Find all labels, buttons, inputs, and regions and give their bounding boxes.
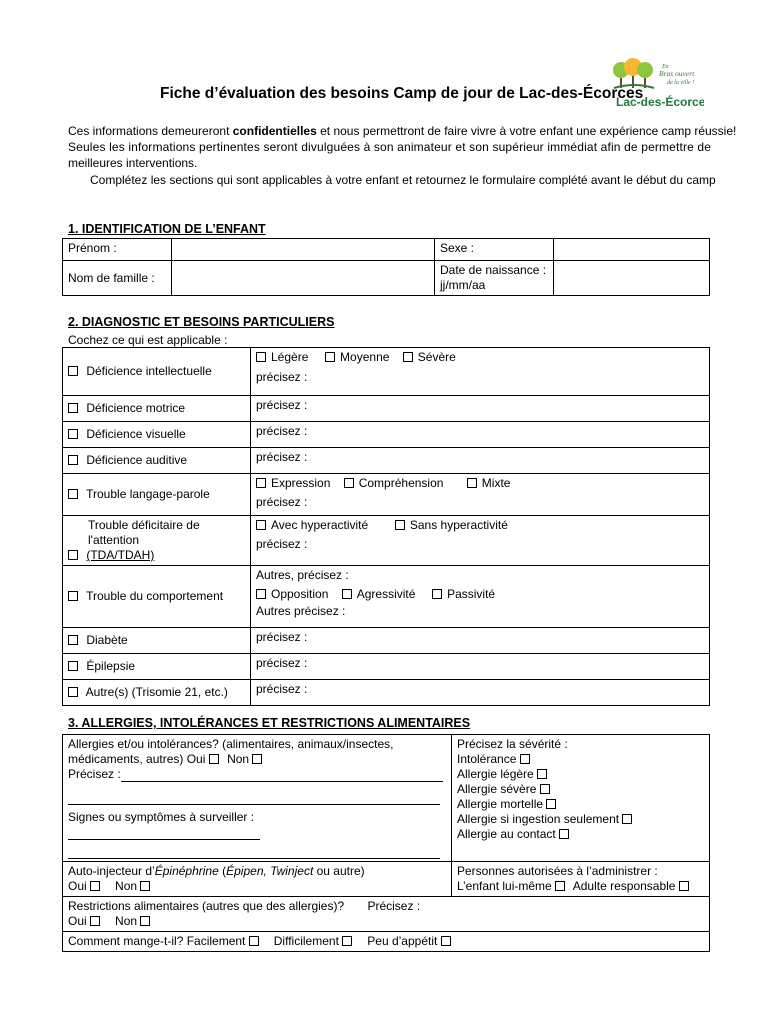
- precisez-label: Précisez :: [68, 767, 121, 781]
- sexe-field[interactable]: [554, 239, 710, 261]
- allergies-question-1: Allergies et/ou intolérances? (alimentaires, animaux/insectes,: [68, 737, 394, 751]
- mange-cell: [63, 932, 710, 952]
- checkbox[interactable]: [68, 403, 78, 413]
- checkbox[interactable]: [249, 936, 259, 946]
- option-label: Mixte: [481, 476, 511, 490]
- diagnostic-table: [62, 347, 710, 706]
- checkbox[interactable]: [467, 478, 477, 488]
- dob-label-2: jj/mm/aa: [440, 278, 486, 292]
- section-2-heading: 2. DIAGNOSTIC ET BESOINS PARTICULIERS: [68, 315, 335, 329]
- row-details: [251, 566, 710, 628]
- precisez-label: Précisez :: [367, 899, 421, 913]
- option-label: Passivité: [447, 587, 496, 601]
- row-label: Déficience intellectuelle: [86, 364, 212, 378]
- sexe-label: Sexe :: [435, 239, 554, 261]
- intro-text: Ces informations demeureront: [68, 124, 233, 138]
- row-details: [251, 348, 710, 396]
- intro-line-3: meilleures interventions.: [68, 156, 198, 170]
- checkbox[interactable]: [441, 936, 451, 946]
- checkbox-oui[interactable]: [209, 754, 219, 764]
- severite-option: [457, 812, 704, 827]
- autres-precisez-label: Autres précisez :: [256, 604, 346, 618]
- oui-non-row: [68, 914, 704, 929]
- auto-text: (: [218, 864, 227, 878]
- row-label: Trouble déficitaire de l'attention: [88, 518, 200, 547]
- row-deficience-motrice: [63, 396, 251, 422]
- row-label: Déficience visuelle: [86, 427, 186, 441]
- row-autres: [63, 680, 251, 706]
- checkbox[interactable]: [256, 478, 266, 488]
- allergies-cell: [63, 735, 452, 862]
- row-label: (TDA/TDAH): [86, 548, 155, 562]
- severite-option: [457, 797, 704, 812]
- option-label: Peu d’appétit: [367, 934, 438, 948]
- page-title: Fiche d’évaluation des besoins Camp de jour de Lac-des-Écorces: [160, 85, 644, 102]
- severite-cell: [452, 735, 710, 862]
- precisez-label: précisez :: [251, 422, 710, 448]
- logo-tagline-3: de la ville !: [667, 80, 695, 86]
- signes-label: Signes ou symptômes à surveiller :: [68, 810, 255, 824]
- checkbox[interactable]: [395, 520, 405, 530]
- checkbox[interactable]: [68, 366, 78, 376]
- precisez-label: précisez :: [251, 448, 710, 474]
- personnes-cell: [452, 862, 710, 897]
- checkbox[interactable]: [546, 799, 556, 809]
- checkbox-oui[interactable]: [90, 881, 100, 891]
- blank-line[interactable]: [68, 804, 440, 805]
- allergies-question-2: [68, 752, 446, 767]
- checkbox[interactable]: [68, 661, 78, 671]
- row-deficience-visuelle: [63, 422, 251, 448]
- restrictions-row: [68, 899, 704, 914]
- row-label: Épilepsie: [86, 659, 136, 673]
- row-trouble-comportement: [63, 566, 251, 628]
- autres-precisez-label: Autres, précisez :: [256, 568, 349, 582]
- nom-label: Nom de famille :: [63, 261, 172, 296]
- row-details: [251, 516, 710, 566]
- option-label: Agressivité: [356, 587, 416, 601]
- row-label: Déficience auditive: [86, 453, 188, 467]
- oui-non-row: [68, 879, 446, 894]
- auto-injecteur-label: [68, 864, 446, 879]
- severite-option: [457, 782, 704, 797]
- checkbox[interactable]: [555, 881, 565, 891]
- severite-option: [457, 767, 704, 782]
- precisez-label: précisez :: [256, 537, 308, 551]
- checkbox[interactable]: [403, 352, 413, 362]
- auto-text: ou autre): [313, 864, 365, 878]
- precisez-label: précisez :: [256, 495, 308, 509]
- intro-line-2: Seules les informations pertinentes seront divulguées à son animateur et son supérieur immédiat afin de permettre de: [68, 140, 712, 154]
- option-label: Allergie légère: [457, 767, 534, 781]
- option-label: Intolérance: [457, 752, 517, 766]
- personnes-label: Personnes autorisées à l’administrer :: [457, 864, 658, 878]
- mange-label: Comment mange-t-il? Facilement: [68, 934, 246, 948]
- checkbox[interactable]: [342, 589, 352, 599]
- section-2-sub: Cochez ce qui est applicable :: [68, 333, 228, 347]
- row-label: Déficience motrice: [86, 401, 186, 415]
- dob-label-1: Date de naissance :: [440, 263, 547, 277]
- oui-label: Oui: [68, 879, 87, 893]
- oui-label: Oui: [68, 914, 87, 928]
- restrictions-label: Restrictions alimentaires (autres que des allergies)?: [68, 899, 345, 913]
- checkbox[interactable]: [68, 687, 78, 697]
- checkbox[interactable]: [68, 455, 78, 465]
- auto-text: Épinéphrine: [154, 864, 219, 878]
- row-details: [251, 474, 710, 516]
- row-tdah: [63, 516, 251, 566]
- precisez-label: précisez :: [251, 396, 710, 422]
- option-label: Allergie si ingestion seulement: [457, 812, 620, 826]
- checkbox[interactable]: [622, 814, 632, 824]
- option-label: Compréhension: [358, 476, 444, 490]
- option-label: Sans hyperactivité: [409, 518, 508, 532]
- restrictions-cell: [63, 897, 710, 932]
- option-label: Adulte responsable: [572, 879, 676, 893]
- blank-line[interactable]: [68, 858, 440, 859]
- severite-option: [457, 827, 704, 842]
- checkbox[interactable]: [256, 589, 266, 599]
- option-label: Allergie sévère: [457, 782, 537, 796]
- checkbox[interactable]: [520, 754, 530, 764]
- prenom-field[interactable]: [172, 239, 435, 261]
- checkbox-non[interactable]: [252, 754, 262, 764]
- checkbox[interactable]: [559, 829, 569, 839]
- checkbox[interactable]: [537, 769, 547, 779]
- checkbox[interactable]: [344, 478, 354, 488]
- section-1-heading: 1. IDENTIFICATION DE L’ENFANT: [68, 222, 266, 236]
- precisez-label: précisez :: [251, 680, 710, 706]
- blank-row: [68, 790, 446, 805]
- checkbox[interactable]: [342, 936, 352, 946]
- checkbox[interactable]: [256, 520, 266, 530]
- non-label: Non: [227, 752, 250, 766]
- non-label: Non: [115, 879, 138, 893]
- checkbox[interactable]: [679, 881, 689, 891]
- option-label: Opposition: [271, 587, 329, 601]
- row-deficience-auditive: [63, 448, 251, 474]
- precisez-line[interactable]: [121, 781, 443, 782]
- checkbox-non[interactable]: [140, 916, 150, 926]
- auto-text: Épipen, Twinject: [226, 864, 314, 878]
- precisez-label: précisez :: [256, 370, 308, 384]
- auto-text: Auto-injecteur d’: [68, 864, 155, 878]
- option-label: L’enfant lui-même: [457, 879, 552, 893]
- option-label: Avec hyperactivité: [271, 518, 369, 532]
- auto-injecteur-cell: [63, 862, 452, 897]
- row-label: Trouble du comportement: [86, 589, 224, 603]
- personnes-options: [457, 879, 704, 894]
- allergies-text: médicaments, autres) Oui: [68, 752, 206, 766]
- intro-text: et nous permettront de faire vivre à votre enfant une expérience camp réussie!: [316, 124, 737, 138]
- intro-line-4: Complétez les sections qui sont applicables à votre enfant et retournez le formulaire complété avant le début du camp: [90, 173, 716, 187]
- allergies-table: [62, 734, 710, 952]
- non-label: Non: [115, 914, 138, 928]
- section-3-heading: 3. ALLERGIES, INTOLÉRANCES ET RESTRICTIONS ALIMENTAIRES: [68, 716, 471, 730]
- signes-line[interactable]: [68, 839, 260, 840]
- checkbox-oui[interactable]: [90, 916, 100, 926]
- intro-bold: confidentielles: [232, 124, 317, 138]
- option-label: Expression: [271, 476, 331, 490]
- row-label: Diabète: [86, 633, 128, 647]
- row-trouble-langage: [63, 474, 251, 516]
- row-epilepsie: [63, 654, 251, 680]
- signes-row: [68, 810, 446, 840]
- intro-line-1: [68, 123, 736, 139]
- option-label: Allergie mortelle: [457, 797, 544, 811]
- prenom-label: Prénom :: [63, 239, 172, 261]
- checkbox[interactable]: [68, 591, 78, 601]
- checkbox[interactable]: [68, 429, 78, 439]
- checkbox[interactable]: [540, 784, 550, 794]
- checkbox[interactable]: [256, 352, 266, 362]
- logo-tagline-1: En: [662, 64, 669, 70]
- row-label: Trouble langage-parole: [86, 487, 210, 501]
- nom-field[interactable]: [172, 261, 435, 296]
- row-diabete: [63, 628, 251, 654]
- option-label: Difficilement: [273, 934, 339, 948]
- option-label: Légère: [271, 350, 309, 364]
- checkbox[interactable]: [68, 635, 78, 645]
- checkbox[interactable]: [432, 589, 442, 599]
- option-label: Allergie au contact: [457, 827, 556, 841]
- row-label: Autre(s) (Trisomie 21, etc.): [85, 685, 228, 699]
- precisez-label: précisez :: [251, 654, 710, 680]
- checkbox[interactable]: [325, 352, 335, 362]
- precisez-row: [68, 767, 446, 782]
- checkbox[interactable]: [68, 489, 78, 499]
- dob-label: [435, 261, 554, 296]
- blank-row: [68, 844, 446, 859]
- identification-table: [62, 238, 710, 296]
- checkbox-non[interactable]: [140, 881, 150, 891]
- severite-option: [457, 752, 704, 767]
- logo-name: Lac-des-Écorces: [616, 95, 704, 109]
- logo-tagline-2: Bras ouvert: [659, 69, 695, 78]
- precisez-label: précisez :: [251, 628, 710, 654]
- option-label: Moyenne: [340, 350, 390, 364]
- row-deficience-intellectuelle: [63, 348, 251, 396]
- dob-field[interactable]: [554, 261, 710, 296]
- option-label: Sévère: [417, 350, 456, 364]
- severite-label: Précisez la sévérité :: [457, 737, 568, 751]
- checkbox[interactable]: [68, 550, 78, 560]
